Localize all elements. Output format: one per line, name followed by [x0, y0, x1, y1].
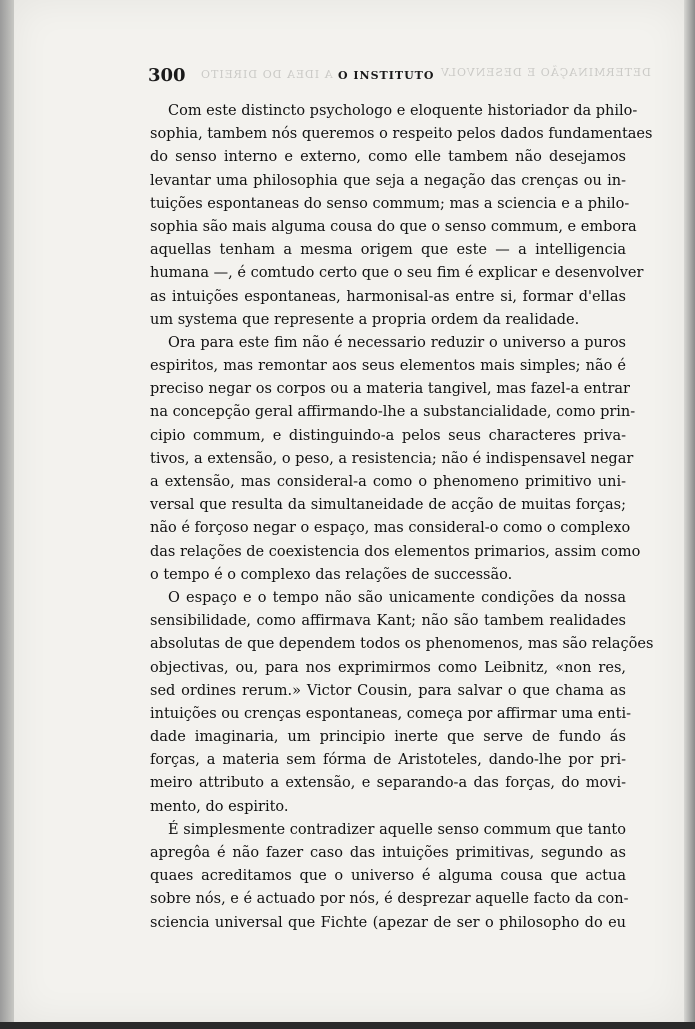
text-line: forças, a materia sem fórma de Aristoteles, dando-lhe por pri-: [150, 752, 626, 769]
text-line: O espaço e o tempo não são unicamente condições da nossa: [168, 589, 626, 606]
text-line: Com este distincto psychologo e eloquente historiador da philo-: [168, 103, 638, 119]
text-line: o tempo é o complexo das relações de successão.: [150, 566, 513, 583]
text-line: intuições ou crenças espontaneas, começa por affirmar uma enti-: [150, 705, 631, 722]
text-line: das relações de coexistencia dos elementos primarios, assim como: [150, 543, 641, 560]
text-line: cipio commum, e distinguindo-a pelos seus characteres priva-: [150, 427, 626, 444]
text-line: tuições espontaneas do senso commum; mas a sciencia e a philo-: [150, 195, 630, 212]
text-line: levantar uma philosophia que seja a negação das crenças ou in-: [150, 172, 626, 189]
text-line: apregôa é não fazer caso das intuições primitivas, segundo as: [150, 845, 626, 861]
text-line: do senso interno e externo, como elle tambem não desejamos: [150, 149, 626, 166]
show-through-text: DETERMINAÇÃO E DESENVOLV: [440, 66, 651, 79]
text-line: versal que resulta da simultaneidade de acção de muitas forças;: [150, 497, 626, 514]
text-line: dade imaginaria, um principio inerte que serve de fundo ás: [150, 729, 626, 746]
text-line: meiro attributo a extensão, e separando-a das forças, do movi-: [150, 775, 626, 792]
text-line: sciencia universal que Fichte (apezar de ser o philosopho do eu: [150, 914, 626, 931]
text-line: espiritos, mas remontar aos seus elementos mais simples; não é: [150, 358, 626, 375]
text-line: sophia são mais alguma cousa do que o senso commum, e embora: [150, 218, 637, 235]
show-through-text: A IDEA DO DIREITO: [200, 68, 333, 81]
page-bottom-edge: [0, 1022, 695, 1029]
text-line: tivos, a extensão, o peso, a resistencia; não é indispensavel negar: [150, 450, 634, 467]
page-right-edge: [684, 0, 695, 1029]
text-line: não é forçoso negar o espaço, mas consideral-o como o complexo: [150, 520, 631, 537]
body-text: [150, 100, 654, 935]
text-line: sed ordines rerum.» Victor Cousin, para salvar o que chama as: [150, 682, 626, 699]
text-line: as intuições espontaneas, harmonisal-as entre si, formar d'ellas: [150, 288, 626, 305]
running-head: O INSTITUTO: [338, 69, 435, 82]
text-line: quaes acreditamos que o universo é alguma cousa que actua: [150, 868, 626, 885]
text-line: um systema que represente a propria ordem da realidade.: [150, 311, 580, 328]
text-line: aquellas tenham a mesma origem que este — a intelligencia: [150, 242, 626, 259]
text-line: na concepção geral affirmando-lhe a substancialidade, como prin-: [150, 404, 636, 421]
text-line: sophia, tambem nós queremos o respeito pelos dados fundamentaes: [150, 126, 653, 143]
text-line: absolutas de que dependem todos os phenomenos, mas são relações: [150, 636, 654, 653]
text-line: preciso negar os corpos ou a materia tangivel, mas fazel-a entrar: [150, 381, 630, 398]
text-line: objectivas, ou, para nos exprimirmos como Leibnitz, «non res,: [150, 659, 626, 676]
page-left-edge: [0, 0, 14, 1029]
text-line: mento, do espirito.: [150, 798, 289, 815]
text-line: É simplesmente contradizer aquelle senso commum que tanto: [168, 821, 626, 838]
text-line: humana —, é comtudo certo que o seu fim é explicar e desenvolver: [150, 265, 644, 282]
text-line: sensibilidade, como affirmava Kant; não são tambem realidades: [150, 613, 626, 630]
page-number: 300: [148, 65, 186, 86]
text-line: a extensão, mas consideral-a como o phenomeno primitivo uni-: [150, 474, 626, 490]
text-line: Ora para este fim não é necessario reduzir o universo a puros: [168, 334, 626, 351]
text-line: sobre nós, e é actuado por nós, é desprezar aquelle facto da con-: [150, 891, 629, 908]
